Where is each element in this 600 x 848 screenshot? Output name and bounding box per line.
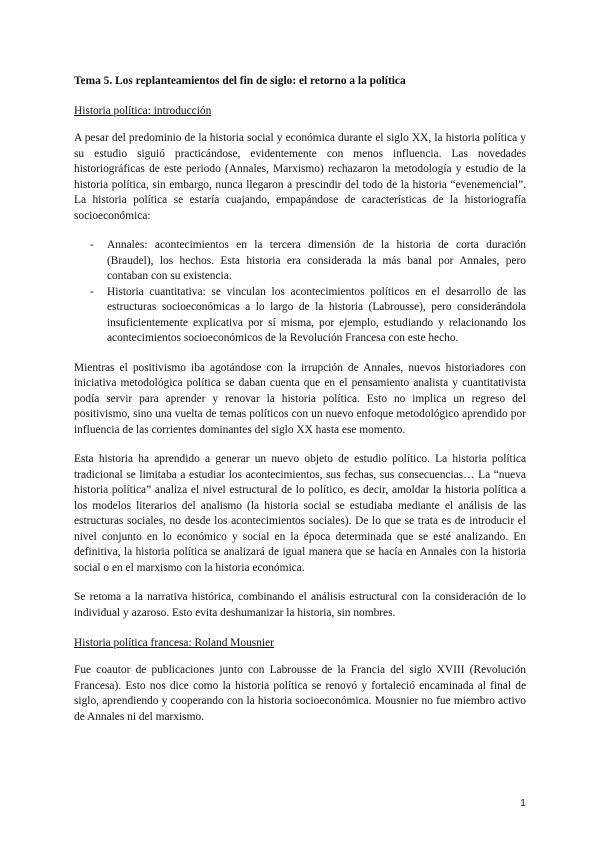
bullet-dash: - xyxy=(90,285,94,298)
list-item xyxy=(74,285,526,347)
list-item-text: Historia cuantitativa: se vinculan los acontecimientos políticos en el desarrollo de las estructuras socioeconómicas a lo largo de la historia (Labrousse), pero considerándola insuficientemente explicativa por sí misma, por ejemplo, estudiando y relacionando los acontecimientos socioeconómicos de la Revolución Francesa con este hecho. xyxy=(107,285,526,344)
list-item-text: Annales: acontecimientos en la tercera dimensión de la historia de corta duración (Braudel), los hechos. Esta historia era considerada la más banal por Annales, pero contaban con su existencia. xyxy=(107,239,526,282)
page-content xyxy=(74,73,526,739)
document-title: Tema 5. Los replanteamientos del fin de siglo: el retorno a la política xyxy=(74,75,406,87)
section-heading-mousnier: Historia política francesa: Roland Mousnier xyxy=(74,637,274,649)
bullet-list xyxy=(74,238,526,347)
paragraph: Mientras el positivismo iba agotándose con la irrupción de Annales, nuevos historiadores con iniciativa metodológica política se daban cuenta que en el pensamiento analista y cuantitativista podía servir para aprender y renovar la historia política. Esto no implica un regreso del positivismo, sino una vuelta de temas políticos con un nuevo enfoque metodológico aprendido por influencia de las corrientes dominantes del siglo XX hasta ese momento. xyxy=(74,361,526,436)
paragraph: Se retoma a la narrativa histórica, combinando el análisis estructural con la consideración de lo individual y azaroso. Esto evita deshumanizar la historia, sin nombres. xyxy=(74,591,526,619)
bullet-dash: - xyxy=(90,239,94,251)
section-heading-introduccion: Historia política: introducción xyxy=(74,105,212,117)
paragraph: Esta historia ha aprendido a generar un nuevo objeto de estudio político. La historia política tradicional se limitaba a estudiar los acontecimientos, sus fechas, sus consecuencias… La “nueva historia política” analiza el nivel estructural de lo político, es decir, amoldar la historia política a los modelos literarios del analismo (la historia social se estudiaba mediante el análisis de las estructuras sociales, no desde los acontecimientos sociales). De lo que se trata es de introducir el nivel conjunto en lo económico y social en la época determinada que se esté analizando. En definitiva, la historia política se analizará de igual manera que se hacía en Annales con la historia social o en el marxismo con la historia económica. xyxy=(74,453,526,574)
paragraph: Fue coautor de publicaciones junto con Labrousse de la Francia del siglo XVIII (Revolución Francesa). Esto nos dice como la historia política se renovó y fortaleció encaminada al final de siglo, aprendiendo y cooperando con la historia socioeconómica. Mousnier no fue miembro activo de Annales ni del marxismo. xyxy=(74,664,526,723)
list-item xyxy=(74,238,526,285)
page-number: 1 xyxy=(520,797,526,809)
paragraph: A pesar del predominio de la historia social y económica durante el siglo XX, la historia política y su estudio siguió practicándose, evidentemente con menos influencia. Las novedades historiográficas de este periodo (Annales, Marxismo) rechazaron la metodología y estudio de la historia política, sin embargo, nunca llegaron a prescindir del todo de la historia “evenemencial”. La historia política se estaría cuajando, empapándose de características de la historiografía socioeconómica: xyxy=(74,132,526,222)
